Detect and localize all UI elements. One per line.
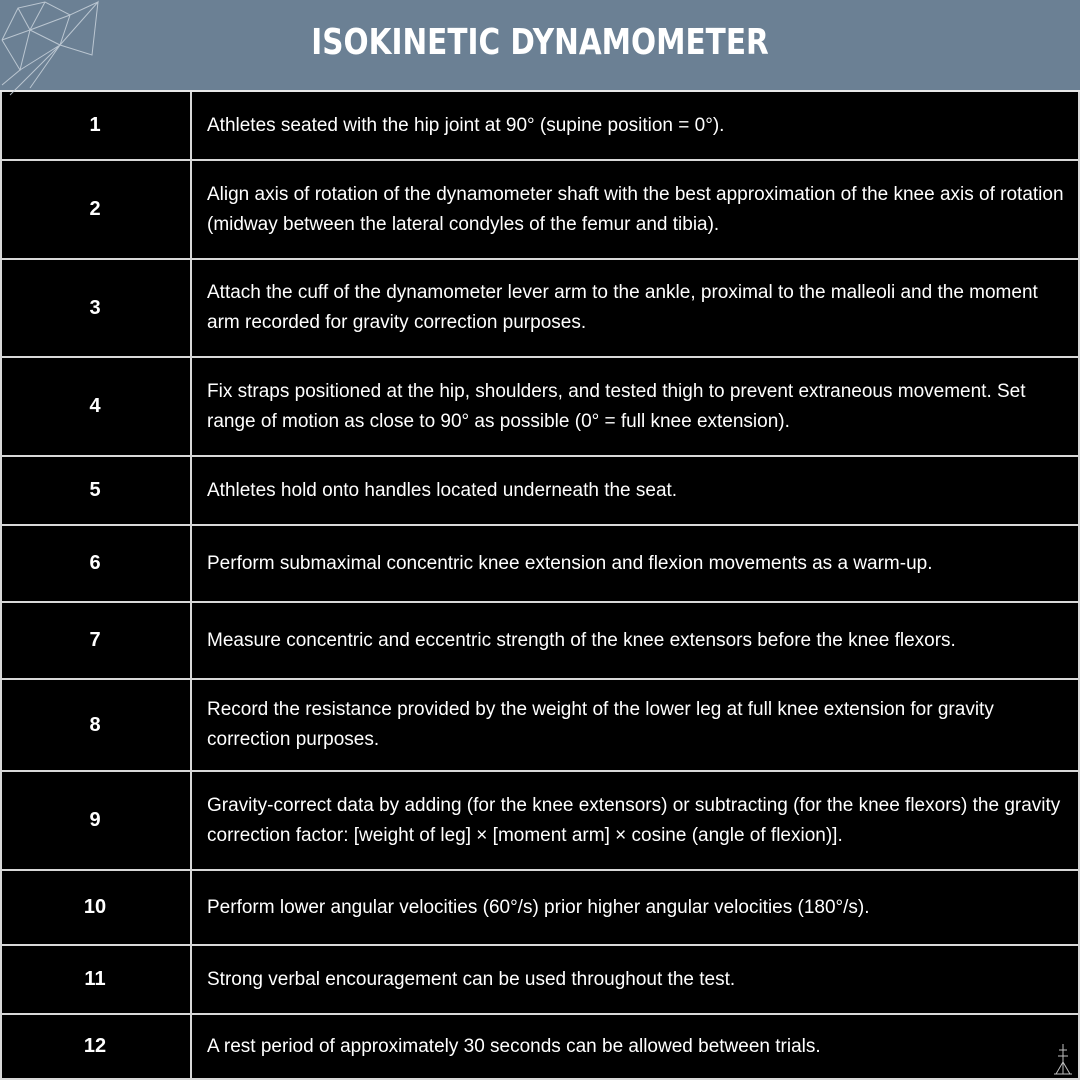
table-row xyxy=(0,92,1080,161)
step-number: 5 xyxy=(0,457,192,524)
table-row xyxy=(0,260,1080,358)
table-row xyxy=(0,871,1080,946)
corner-logo-icon xyxy=(1050,1040,1076,1076)
step-description: Record the resistance provided by the weight of the lower leg at full knee extension for gravity correction purposes. xyxy=(207,699,994,750)
step-description: Align axis of rotation of the dynamometer shaft with the best approximation of the knee axis of rotation (midway between the lateral condyles of the femur and tibia). xyxy=(207,183,1064,235)
step-number: 2 xyxy=(0,161,192,258)
step-number: 3 xyxy=(0,260,192,356)
step-number: 8 xyxy=(0,680,192,770)
table-row xyxy=(0,161,1080,260)
step-number: 11 xyxy=(0,946,192,1013)
steps-table xyxy=(0,92,1080,1080)
table-row xyxy=(0,680,1080,772)
table-row xyxy=(0,772,1080,871)
header-banner xyxy=(0,0,1080,92)
step-number: 6 xyxy=(0,526,192,601)
table-row xyxy=(0,946,1080,1015)
step-number: 10 xyxy=(0,871,192,944)
step-description: Athletes hold onto handles located underneath the seat. xyxy=(207,479,678,501)
step-description: Perform lower angular velocities (60°/s) prior higher angular velocities (180°/s). xyxy=(207,896,870,918)
step-number: 1 xyxy=(0,92,192,159)
table-row xyxy=(0,603,1080,680)
table-row xyxy=(0,1015,1080,1080)
step-description: Strong verbal encouragement can be used throughout the test. xyxy=(207,968,736,990)
step-description: Fix straps positioned at the hip, shoulders, and tested thigh to prevent extraneous movement. Set range of motion as close to 90° as possible (0° = full knee extension). xyxy=(207,380,1026,432)
network-decoration-icon xyxy=(0,0,110,100)
step-number: 7 xyxy=(0,603,192,678)
step-number: 4 xyxy=(0,358,192,455)
table-row xyxy=(0,526,1080,603)
step-description: Athletes seated with the hip joint at 90° (supine position = 0°). xyxy=(207,114,725,136)
table-row xyxy=(0,358,1080,457)
step-description: A rest period of approximately 30 seconds can be allowed between trials. xyxy=(207,1035,821,1057)
page-title: ISOKINETIC DYNAMOMETER xyxy=(311,22,769,63)
table-row xyxy=(0,457,1080,526)
step-description: Measure concentric and eccentric strength of the knee extensors before the knee flexors. xyxy=(207,629,956,651)
step-description: Perform submaximal concentric knee extension and flexion movements as a warm-up. xyxy=(207,552,933,574)
step-description: Gravity-correct data by adding (for the knee extensors) or subtracting (for the knee flexors) the gravity correction factor: [weight of leg] × [moment arm] × cosine (angle of flexion)]. xyxy=(207,794,1061,846)
step-description: Attach the cuff of the dynamometer lever arm to the ankle, proximal to the malleoli and the moment arm recorded for gravity correction purposes. xyxy=(207,282,1038,333)
step-number: 9 xyxy=(0,772,192,869)
step-number: 12 xyxy=(0,1015,192,1078)
